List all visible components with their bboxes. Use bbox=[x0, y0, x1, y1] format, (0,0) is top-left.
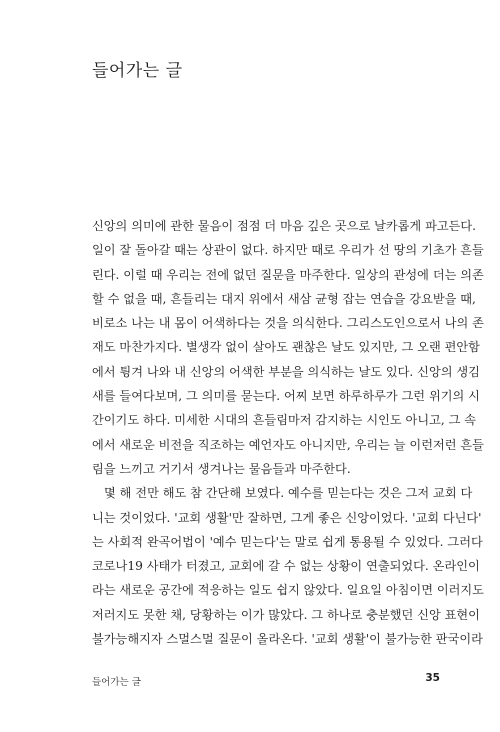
text-line: 몇 해 전만 해도 참 간단해 보였다. 예수를 믿는다는 것은 그저 교회 다 bbox=[104, 486, 473, 501]
text-line: 에서 새로운 비전을 직조하는 예언자도 아니지만, 우리는 늘 이런저런 흔들 bbox=[92, 437, 484, 452]
text-line: 불가능해지자 스멀스멀 질문이 올라온다. '교회 생활'이 불가능한 판국이라 bbox=[92, 632, 483, 647]
chapter-heading: 들어가는 글 bbox=[92, 61, 183, 81]
text-line: 저러지도 못한 채, 당황하는 이가 많았다. 그 하나로 충분했던 신앙 표현이 bbox=[92, 607, 480, 622]
text-line: 니는 것이었다. '교회 생활'만 잘하면, 그게 좋은 신앙이었다. '교회 다닌다' bbox=[92, 510, 482, 525]
text-line: 린다. 이럴 때 우리는 전에 없던 질문을 마주한다. 일상의 관성에 더는 의존 bbox=[92, 267, 484, 282]
text-line: 신앙의 의미에 관한 물음이 점점 더 마음 깊은 곳으로 날카롭게 파고든다. bbox=[92, 219, 477, 233]
text-line: 할 수 없을 때, 흔들리는 대지 위에서 새삼 균형 잡는 연습을 강요받을 때, bbox=[92, 291, 476, 306]
text-line: 재도 마찬가지다. 별생각 없이 살아도 괜찮은 날도 있지만, 그 오랜 편안함 bbox=[92, 340, 480, 355]
text-line: 새를 들여다보며, 그 의미를 묻는다. 어찌 보면 하루하루가 그런 위기의 시 bbox=[92, 389, 480, 404]
text-line: 림을 느끼고 거기서 생겨나는 물음들과 마주한다. bbox=[92, 461, 351, 476]
text-line: 에서 튕겨 나와 내 신앙의 어색한 부분을 의식하는 날도 있다. 신앙의 생김 bbox=[92, 364, 480, 379]
text-line: 코로나19 사태가 터졌고, 교회에 갈 수 없는 상황이 연출되었다. 온라인이 bbox=[92, 559, 480, 574]
page-number: 35 bbox=[425, 672, 440, 684]
running-title: 들어가는 글 bbox=[92, 677, 141, 688]
body-text bbox=[92, 214, 484, 651]
text-line: 라는 새로운 공간에 적응하는 일도 쉽지 않았다. 일요일 아침이면 이러지도 bbox=[92, 583, 484, 598]
text-line: 는 사회적 완곡어법이 '예수 믿는다'는 말로 쉽게 통용될 수 있었다. 그러다 bbox=[92, 534, 483, 549]
text-line: 비로소 나는 내 몸이 어색하다는 것을 의식한다. 그리스도인으로서 나의 존 bbox=[92, 316, 484, 331]
text-line: 일이 잘 돌아갈 때는 상관이 없다. 하지만 때로 우리가 선 땅의 기초가 흔들 bbox=[92, 243, 484, 258]
text-line: 간이기도 하다. 미세한 시대의 흔들림마저 감지하는 시인도 아니고, 그 속 bbox=[92, 413, 477, 428]
